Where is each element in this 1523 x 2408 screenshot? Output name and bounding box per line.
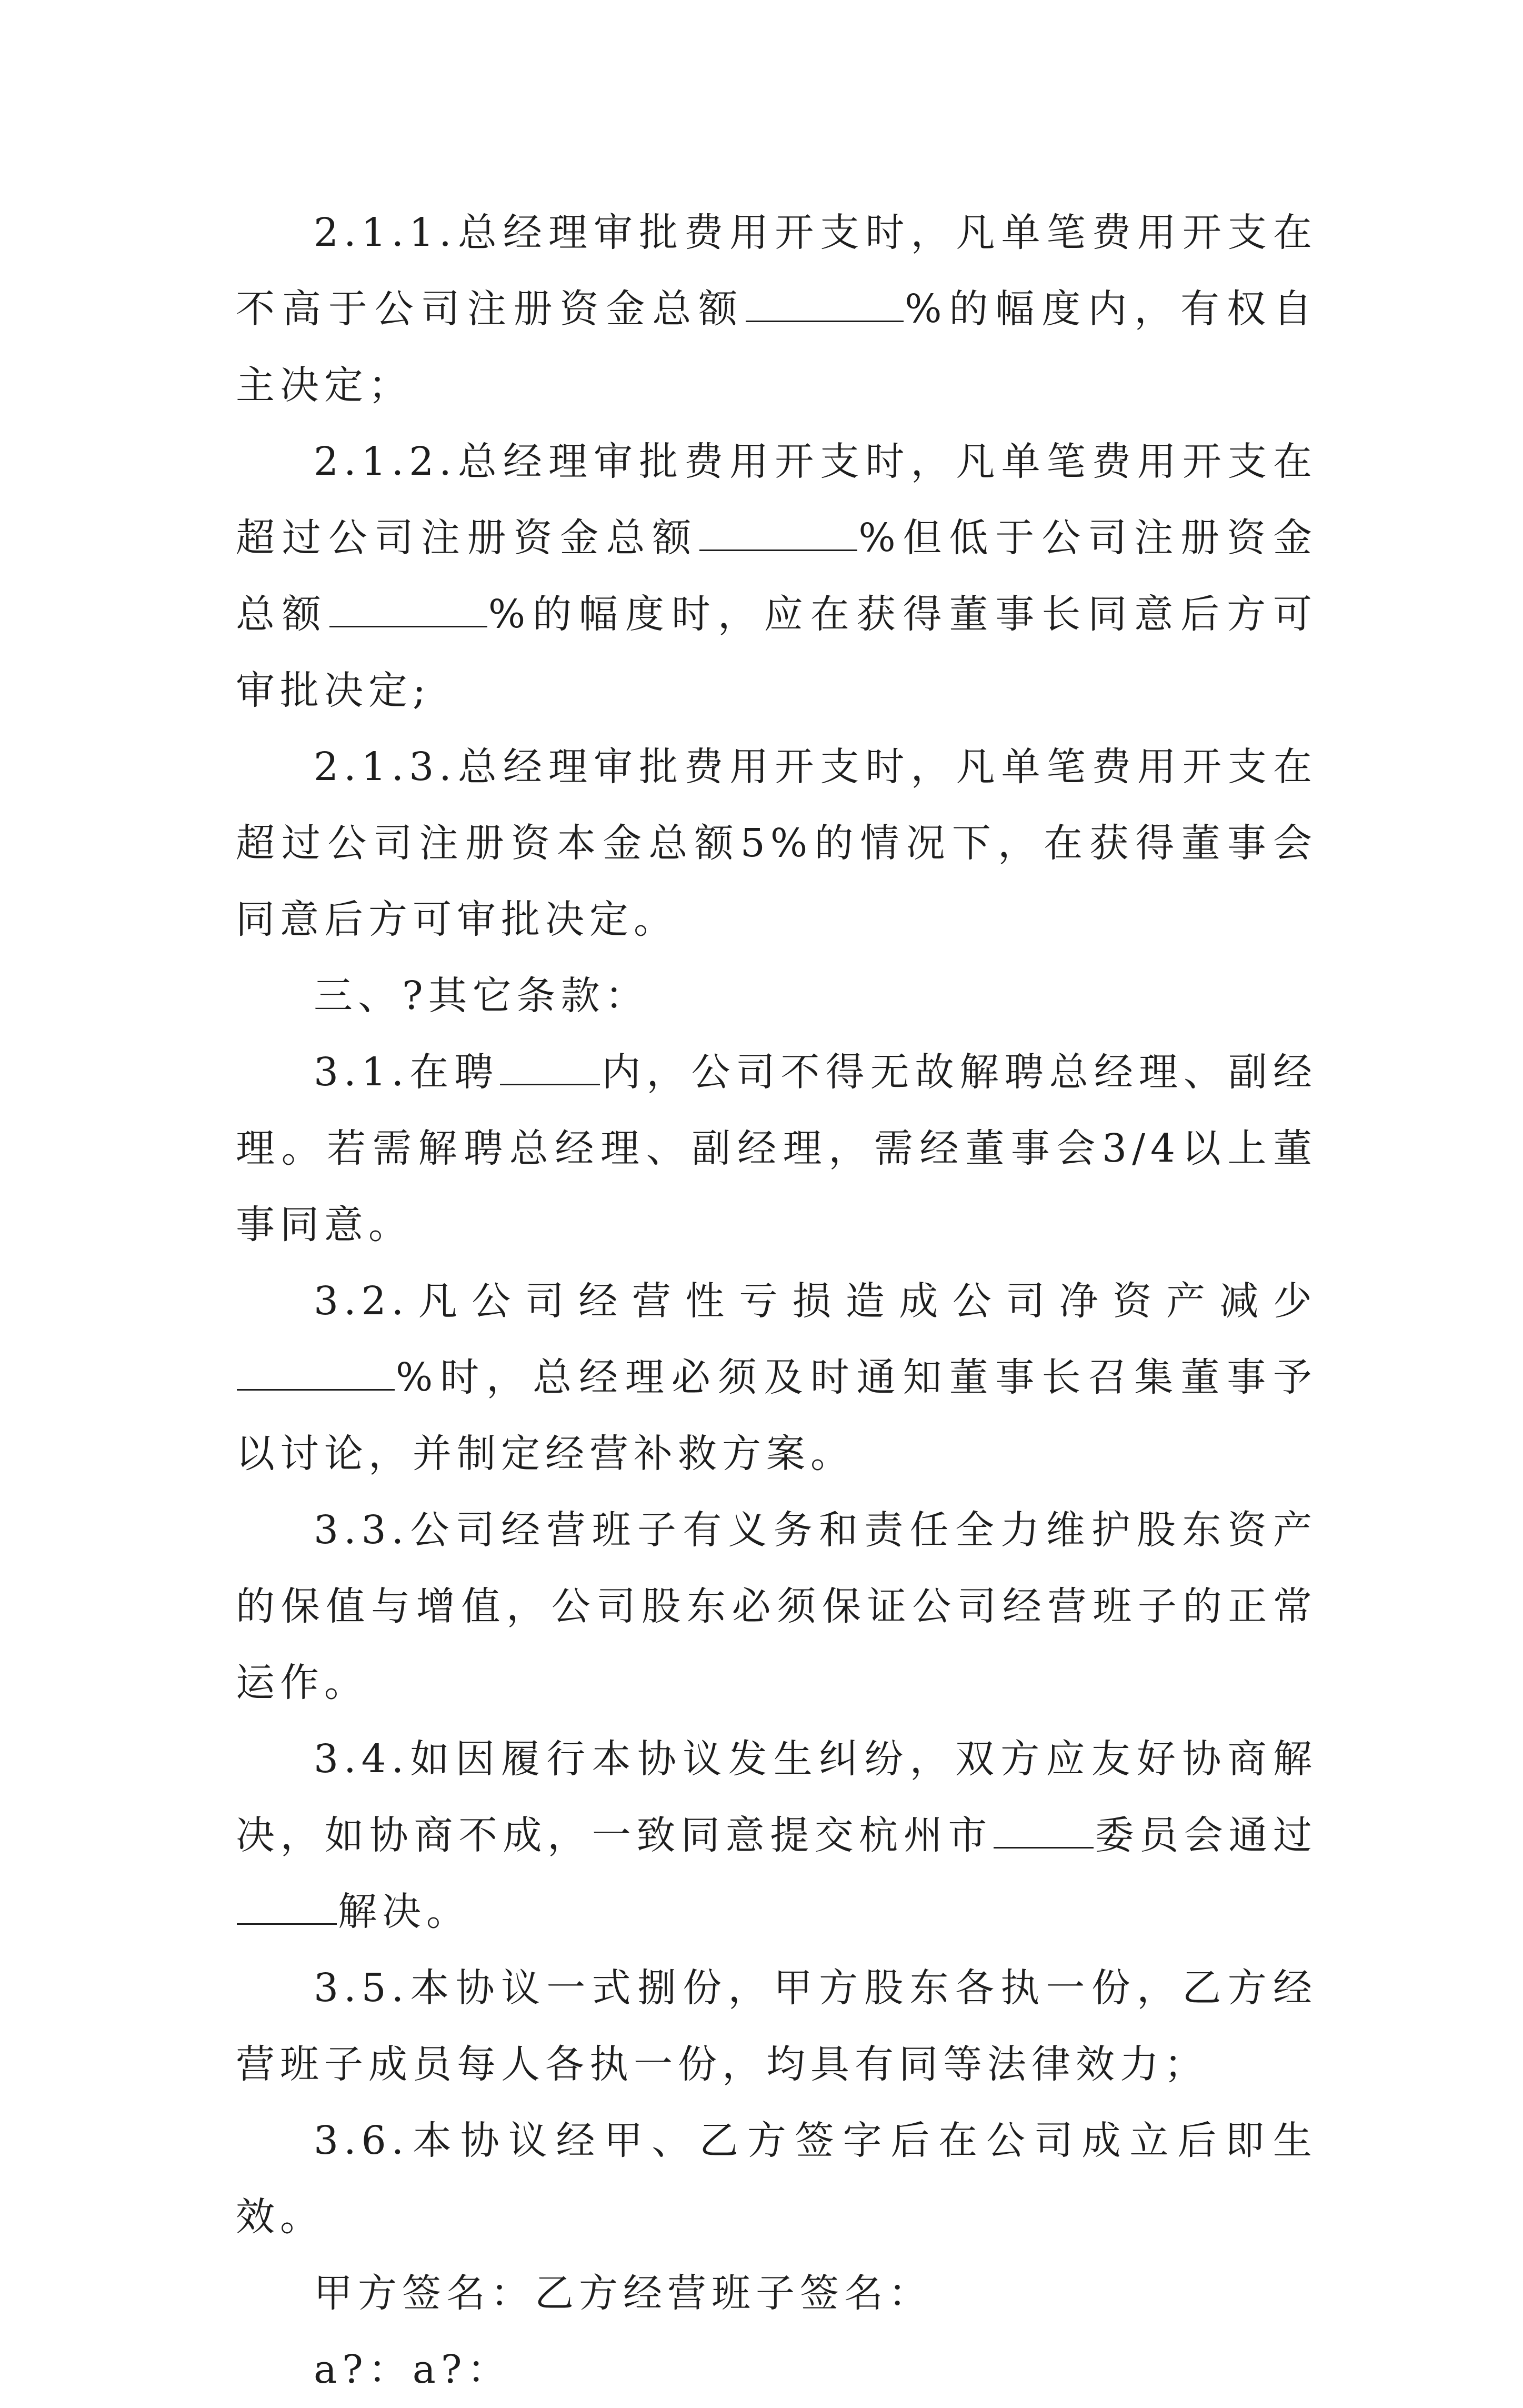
signature-fields — [236, 2332, 1317, 2408]
clause-3-6 — [236, 2103, 1317, 2255]
clause-text: 2.1.1.总经理审批费用开支时，凡单笔费用开支在不高于公司注册资金总额 — [236, 210, 1317, 332]
clause-2-1-2 — [236, 424, 1317, 729]
clause-text: 3.5.本协议一式捌份，甲方股东各执一份，乙方经营班子成员每人各执一份，均具有同等法律效力； — [236, 1965, 1317, 2087]
clause-text: 3.2.凡公司经营性亏损造成公司净资产减少 — [314, 1278, 1317, 1324]
document-body — [236, 195, 1317, 2408]
clause-text: %但低于公司注册资金总额 — [236, 515, 1317, 637]
clause-3-5 — [236, 1950, 1317, 2103]
clause-3-3 — [236, 1492, 1317, 1721]
clause-3-2 — [236, 1263, 1317, 1492]
clause-text: 3.1.在聘 — [314, 1050, 499, 1095]
clause-2-1-3 — [236, 729, 1317, 958]
section-3-heading — [236, 958, 1317, 1034]
blank-field — [994, 1812, 1094, 1849]
clause-text: 3.3.公司经营班子有义务和责任全力维护股东资产的保值与增值，公司股东必须保证公司经营班子的正常运作。 — [236, 1507, 1317, 1705]
blank-field — [329, 591, 487, 627]
clause-text: %时，总经理必须及时通知董事长召集董事予以讨论，并制定经营补救方案。 — [236, 1355, 1317, 1476]
clause-text: %的幅度时，应在获得董事长同意后方可审批决定; — [236, 592, 1318, 713]
clause-text: 2.1.3.总经理审批费用开支时，凡单笔费用开支在超过公司注册资本金总额5%的情况下，在获得董事会同意后方可审批决定。 — [236, 744, 1317, 942]
clause-text: 内，公司不得无故解聘总经理、副经理。若需解聘总经理、副经理，需经董事会3/4以上董事同意。 — [236, 1050, 1317, 1247]
blank-field — [746, 286, 904, 322]
clause-text: 3.4.如因履行本协议发生纠纷，双方应友好协商解决，如协商不成，一致同意提交杭州市 — [236, 1736, 1317, 1858]
clause-text: 3.6.本协议经甲、乙方签字后在公司成立后即生效。 — [236, 2118, 1317, 2240]
clause-3-4 — [236, 1721, 1317, 1950]
signature-placeholder-text: a?：a?： — [314, 2347, 512, 2392]
blank-field — [237, 1354, 395, 1391]
signature-text: 甲方签名：乙方经营班子签名： — [314, 2271, 933, 2316]
clause-text: 解决。 — [338, 1889, 470, 1934]
clause-3-1 — [236, 1034, 1317, 1263]
clause-text: 2.1.2.总经理审批费用开支时，凡单笔费用开支在超过公司注册资金总额 — [236, 439, 1317, 561]
blank-field — [237, 1889, 337, 1925]
blank-field — [500, 1049, 600, 1085]
blank-field — [699, 515, 857, 551]
clause-text: 委员会通过 — [1095, 1813, 1318, 1858]
clause-2-1-1 — [236, 195, 1317, 424]
signature-line — [236, 2255, 1317, 2332]
section-heading-text: 三、?其它条款： — [314, 973, 649, 1018]
clause-text: %的幅度内，有权自主决定； — [236, 286, 1317, 408]
